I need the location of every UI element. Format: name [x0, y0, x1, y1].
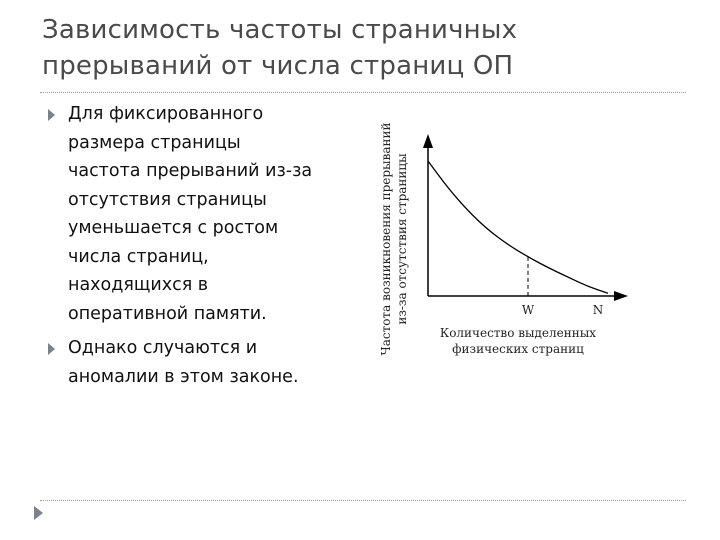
bullet-line: частота прерываний из-за	[68, 161, 313, 181]
slide-title	[42, 12, 682, 84]
bullet-line: Однако случаются и	[68, 338, 258, 358]
y-axis-arrow-icon	[423, 134, 433, 148]
footer-divider	[40, 500, 686, 501]
bullet-text-2	[68, 334, 346, 391]
bullet-line: отсутствия страницы	[68, 189, 267, 210]
bullet-item-2	[46, 334, 346, 391]
title-line-2: прерываний от числа страниц ОП	[42, 51, 514, 81]
y-axis-label-line-1: Частота возникновения прерываний	[379, 122, 393, 356]
bullet-line: Для фиксированного	[68, 104, 264, 124]
page-fault-chart	[370, 104, 640, 366]
x-axis-arrow-icon	[614, 291, 628, 301]
bullet-list	[46, 100, 346, 397]
bullet-line: уменьшается с ростом	[68, 218, 279, 238]
bullet-line: оперативной памяти.	[68, 303, 267, 324]
title-line-1: Зависимость частоты страничных	[42, 15, 518, 45]
triangle-bullet-icon	[48, 343, 55, 355]
title-divider	[40, 92, 686, 93]
bullet-line: размера страницы	[68, 132, 241, 153]
page-fault-curve	[428, 161, 608, 293]
x-axis-label-line-1: Количество выделенных	[439, 326, 597, 340]
x-tick-n: N	[592, 303, 604, 317]
footer-triangle-icon	[34, 506, 43, 520]
bullet-item-1	[46, 100, 346, 328]
y-axis-label	[379, 122, 409, 355]
bullet-line: находящихся в	[68, 275, 209, 295]
bullet-line: аномалии в этом законе.	[68, 366, 299, 387]
y-axis-label-line-2: из-за отсутствия страницы	[395, 153, 409, 325]
x-axis-label-line-2: физических страниц	[452, 342, 584, 356]
bullet-text-1	[68, 100, 346, 328]
x-tick-w: W	[521, 303, 535, 317]
bullet-line: числа страниц,	[68, 246, 209, 267]
triangle-bullet-icon	[48, 109, 55, 121]
